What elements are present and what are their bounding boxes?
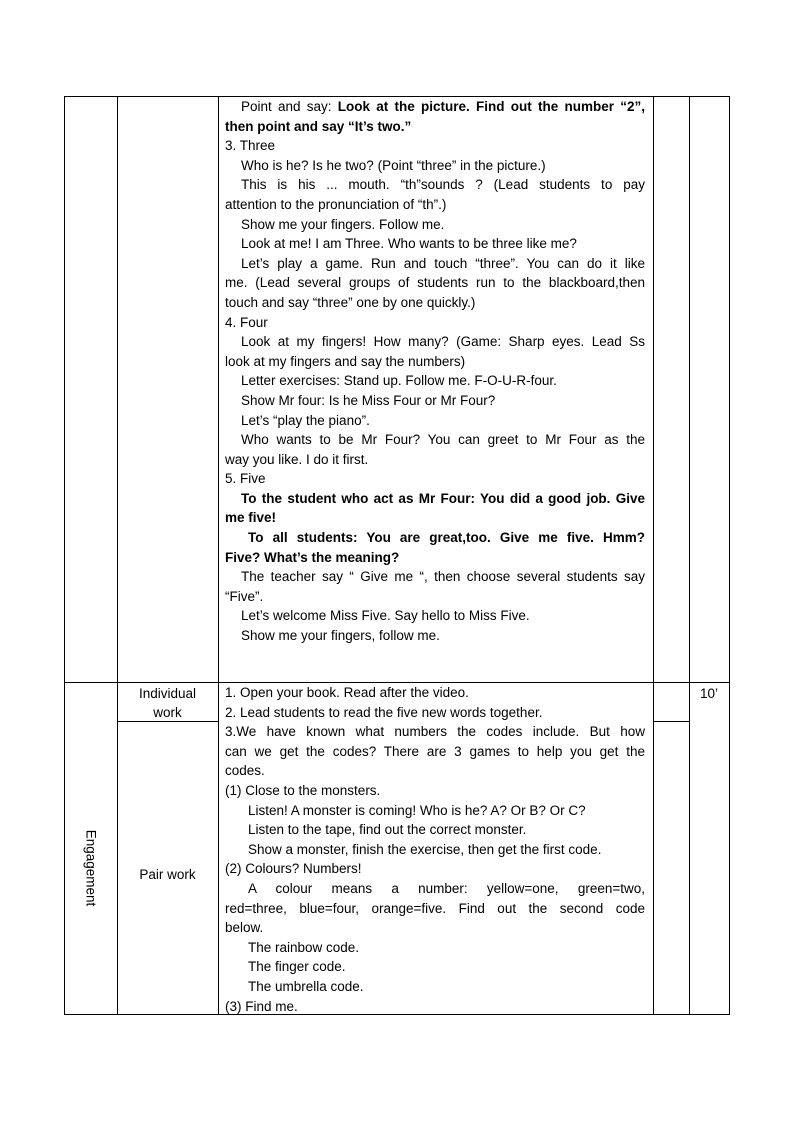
section1-line [225, 215, 645, 235]
section1-line [225, 567, 645, 587]
section2-line-text: 2. Lead students to read the five new words together. [225, 704, 543, 720]
section1-line-text: look at my fingers and say the numbers) [225, 353, 466, 369]
section1-line [225, 136, 645, 156]
section1-line-text: way you like. I do it first. [225, 451, 369, 467]
section2-line-text: (1) Close to the monsters. [225, 782, 381, 798]
section1-line-text: Let’s “play the piano”. [241, 412, 370, 428]
col-border-4 [653, 96, 654, 1015]
section1-line [225, 411, 645, 431]
section1-line [225, 293, 645, 313]
section2-line-text: (3) Find me. [225, 998, 298, 1014]
section1-line-bold-text: To all students: You are great,too. Give me five. Hmm? [248, 530, 645, 546]
subrow-divider-right [653, 721, 690, 722]
section2-line [225, 957, 645, 977]
col-border-1 [64, 96, 65, 1015]
section1-line [225, 469, 645, 489]
section2-line [225, 977, 645, 997]
section1-line-bold-text: Five? What’s the meaning? [225, 549, 400, 565]
col-border-6 [729, 96, 730, 1015]
time-label: 10’ [699, 686, 718, 701]
section1-line-text: Letter exercises: Stand up. Follow me. F-O-U-R-four. [241, 373, 557, 389]
section1-line-text: Let’s welcome Miss Five. Say hello to Miss Five. [241, 608, 530, 624]
section1-line [225, 548, 645, 568]
section1-text [225, 97, 645, 646]
section1-line-text: “Five”. [225, 588, 264, 604]
section1-line-text: Show me your fingers. Follow me. [241, 216, 445, 232]
section2-line-text: The finger code. [248, 959, 346, 975]
section2-line-text: can we get the codes? There are 3 games to help you get the [225, 743, 645, 759]
section1-line [225, 156, 645, 176]
section1-line [225, 273, 645, 293]
section1-line [225, 489, 645, 509]
section1-line [225, 97, 645, 117]
section1-line [225, 430, 645, 450]
section1-line-bold-text: To the student who act as Mr Four: You did a good job. Give [241, 490, 645, 506]
section2-line-text: A colour means a number: yellow=one, green=two, [248, 880, 645, 896]
section1-line-bold-text: Look at the picture. Find out the number “2”, [337, 99, 645, 114]
col-border-5 [689, 96, 690, 1015]
section2-line-text: 1. Open your book. Read after the video. [225, 685, 469, 700]
section1-line [225, 313, 645, 333]
section1-line-text: Who is he? Is he two? (Point “three” in the picture.) [241, 157, 546, 173]
section1-line [225, 234, 645, 254]
section2-line [225, 761, 645, 781]
section2-line [225, 879, 645, 899]
section1-line [225, 254, 645, 274]
section2-line [225, 997, 645, 1017]
section1-line [225, 626, 645, 646]
section1-line [225, 528, 645, 548]
section1-line-text: Point and say: [241, 99, 338, 114]
pair-work-label: Pair work [139, 867, 196, 882]
section2-line [225, 899, 645, 919]
section2-line-text: 3.We have known what numbers the codes include. But how [225, 724, 645, 740]
section1-line-text: Show me your fingers, follow me. [241, 628, 440, 644]
section1-line-text: 4. Four [225, 314, 268, 330]
section1-line [225, 371, 645, 391]
section1-line-bold-text: then point and say “It’s two.” [225, 118, 412, 134]
section1-line [225, 587, 645, 607]
section2-line [225, 820, 645, 840]
section1-line-text: The teacher say “ Give me “, then choose several students say [241, 569, 645, 585]
section2-line [225, 859, 645, 879]
section2-line [225, 742, 645, 762]
section1-line-text: Show Mr four: Is he Miss Four or Mr Four? [241, 392, 496, 408]
individual-work-label-1: Individual [138, 686, 197, 701]
section1-line [225, 117, 645, 137]
section1-line-text: Look at me! I am Three. Who wants to be three like me? [241, 236, 577, 252]
section1-line-text: 3. Three [225, 138, 276, 154]
section2-line [225, 801, 645, 821]
section1-line [225, 352, 645, 372]
section2-line [225, 683, 645, 703]
section2-line [225, 840, 645, 860]
section1-line-text: Let’s play a game. Run and touch “three”. You can do it like [241, 255, 645, 271]
col-border-3 [218, 96, 219, 1015]
section2-line-text: codes. [225, 763, 265, 779]
section2-line-text: Listen to the tape, find out the correct monster. [248, 822, 527, 838]
section2-line-text: Show a monster, finish the exercise, then get the first code. [248, 841, 602, 857]
section1-line [225, 450, 645, 470]
section2-text [225, 683, 645, 1016]
section2-line-text: red=three, blue=four, orange=five. Find out the second code [225, 900, 645, 916]
section1-line [225, 332, 645, 352]
section1-line [225, 606, 645, 626]
section1-line-text: This is his ... mouth. “th”sounds ? (Lead students to pay [241, 177, 645, 193]
section1-line-text: touch and say “three” one by one quickly.) [225, 294, 476, 310]
section2-line-text: below. [225, 920, 264, 936]
section1-line [225, 508, 645, 528]
section1-line-text: attention to the pronunciation of “th”.) [225, 196, 447, 212]
section2-line-text: The umbrella code. [248, 978, 364, 994]
section1-line-text: me. (Lead several groups of students run to the blackboard,then [225, 275, 645, 291]
section2-line-text: (2) Colours? Numbers! [225, 861, 362, 877]
section2-line [225, 703, 645, 723]
section2-line [225, 722, 645, 742]
individual-work-label-2: work [153, 705, 182, 720]
section2-line [225, 938, 645, 958]
section1-line [225, 195, 645, 215]
section1-line-text: 5. Five [225, 471, 266, 487]
section1-line [225, 175, 645, 195]
section2-line [225, 918, 645, 938]
section1-line [225, 391, 645, 411]
stage-label: Engagement [83, 829, 99, 907]
section2-line [225, 781, 645, 801]
section1-line-text: Look at my fingers! How many? (Game: Sharp eyes. Lead Ss [241, 334, 645, 350]
section1-line-text: Who wants to be Mr Four? You can greet to Mr Four as the [241, 432, 645, 448]
section2-line-text: Listen! A monster is coming! Who is he? A? Or B? Or C? [248, 802, 586, 818]
section2-line-text: The rainbow code. [248, 939, 360, 955]
section1-line-bold-text: me five! [225, 510, 277, 526]
